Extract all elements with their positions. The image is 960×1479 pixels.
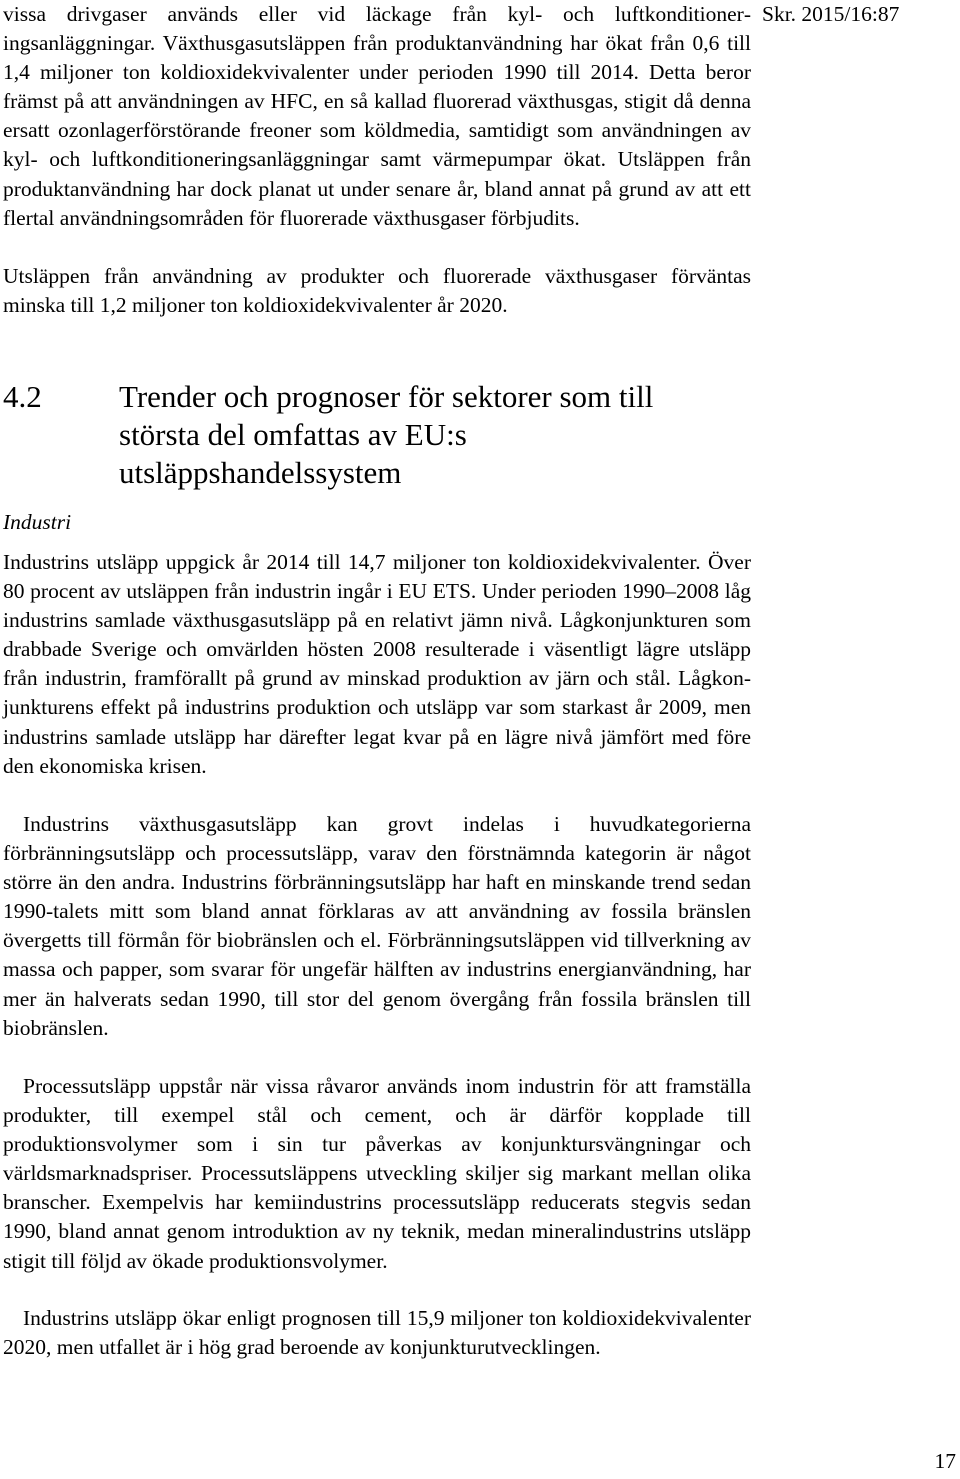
body-paragraph: Industrins växthusgasutsläpp kan grovt indelas i huvudkategorierna förbränningsutsläpp och processutsläpp, varav den förstnämnda kategorin är något större än den andra. Industrins förbränningsutsläpp har haft en minskande trend sedan 1990-talets mitt som bland annat förklaras av att användning av fossila bränslen övergetts till förmån för biobränslen och el. Förbränningsutsläppen vid tillverkning av massa och papper, som svarar för ungefär hälften av industrins energianvändning, har mer än halverats sedan 1990, till stor del genom övergång från fossila bränslen till biobränslen.	[3, 812, 751, 1040]
body-paragraph: Industrins utsläpp ökar enligt prognosen till 15,9 miljoner ton koldioxidekvivalenter 2020, men utfallet är i hög grad beroende av konjunkturutvecklingen.	[3, 1306, 751, 1360]
margin-label: Skr. 2015/16:87	[762, 2, 900, 26]
body-paragraph: Processutsläpp uppstår när vissa råvaror används inom industrin för att framställa produkter, till exempel stål och cement, och är därför kopplade till produktionsvolymer som i sin tur påverkas av konjunktursvängningar och världsmarknadspriser. Processutsläppens utveckling skiljer sig markant mellan olika branscher. Exempelvis har kemiindustrins processutsläpp reducerats stegvis sedan 1990, bland annat genom introduktion av ny teknik, medan mineralindustrins utsläpp stigit till följd av ökade produktionsvolymer.	[3, 1074, 751, 1273]
body-paragraph: Industrins utsläpp uppgick år 2014 till 14,7 miljoner ton koldioxidekvivalenter. Över 80 procent av utsläppen från industrin ingår i EU ETS. Under perioden 1990–2008 låg industrins samlade växthusgasutsläpp på en relativt jämn nivå. Lågkonjunkturen som drabbade Sverige och omvärlden hösten 2008 resulterade i väsentligt lägre utsläpp från industrin, framförallt på grund av minskad produktion av järn och stål. Lågkonjunkturens effekt på industrins produktion och utsläpp var som starkast år 2009, men industrins samlade utsläpp har därefter legat kvar på en lägre nivå jämfört med före den ekonomiska krisen.	[3, 550, 751, 778]
intro-paragraph: Utsläppen från användning av produkter och fluorerade växthusgaser förväntas minska till 1,2 miljoner ton koldioxidekvivalenter år 2020.	[3, 264, 751, 318]
page-number: 17	[934, 1449, 956, 1473]
intro-paragraph: vissa drivgaser används eller vid läckage från kyl- och luftkonditioneringsanläggningar. Växthusgasutsläppen från produktanvändning har ökat från 0,6 till 1,4 miljoner ton koldioxidekvivalenter under perioden 1990 till 2014. Detta beror främst på att användningen av HFC, en så kallad fluorerad växthusgas, stigit då denna ersatt ozonlagerförstörande freoner som köldmedia, samtidigt som användningen av kyl- och luftkonditioneringsanläggningar samt värmepumpar ökat. Utsläppen från produktanvändning har dock planat ut under senare år, bland annat på grund av att ett flertal användningsområden för fluorerade växthusgaser förbjudits.	[3, 2, 751, 230]
section-title: Trender och prognoser för sektorer som till största del omfattas av EU:s utsläppshandelssystem	[119, 379, 654, 490]
section-number: 4.2	[3, 379, 42, 414]
subheading: Industri	[3, 510, 72, 534]
